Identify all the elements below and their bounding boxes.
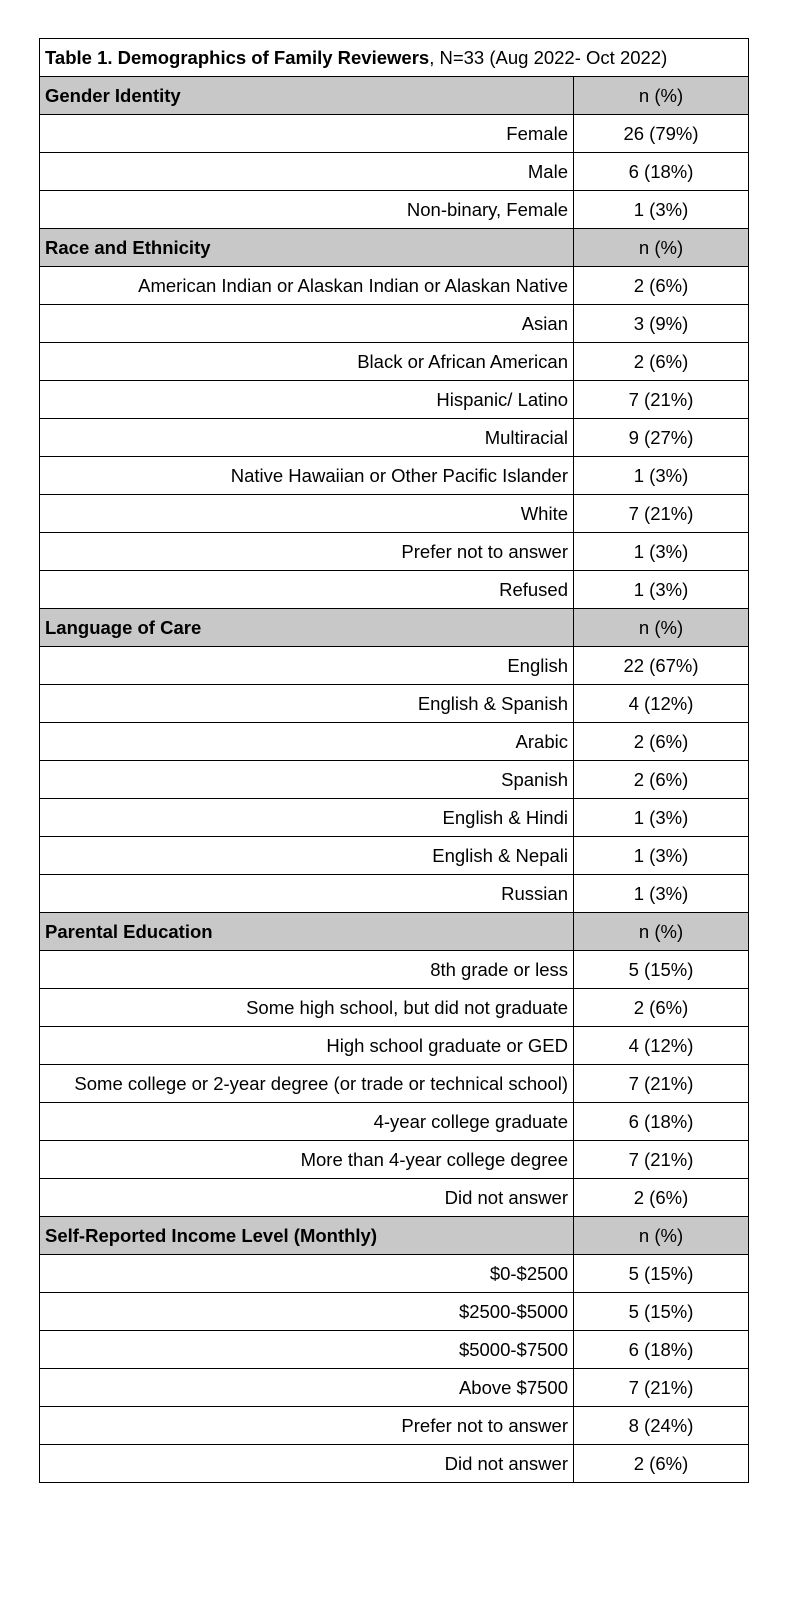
- table-row: [40, 267, 749, 305]
- row-value: 2 (6%): [574, 267, 749, 305]
- row-label: Did not answer: [40, 1445, 574, 1483]
- section-label: Parental Education: [40, 913, 574, 951]
- row-value: 6 (18%): [574, 1331, 749, 1369]
- row-value: 3 (9%): [574, 305, 749, 343]
- row-label: English & Hindi: [40, 799, 574, 837]
- row-value: 7 (21%): [574, 495, 749, 533]
- row-label: Arabic: [40, 723, 574, 761]
- table-row: [40, 1141, 749, 1179]
- row-label: $5000-$7500: [40, 1331, 574, 1369]
- table-row: [40, 457, 749, 495]
- row-label: English: [40, 647, 574, 685]
- section-column-header: n (%): [574, 609, 749, 647]
- row-value: 2 (6%): [574, 989, 749, 1027]
- table-row: [40, 647, 749, 685]
- row-label: $2500-$5000: [40, 1293, 574, 1331]
- demographics-table: [39, 38, 749, 1483]
- row-label: American Indian or Alaskan Indian or Alaskan Native: [40, 267, 574, 305]
- row-value: 2 (6%): [574, 1445, 749, 1483]
- row-label: 4-year college graduate: [40, 1103, 574, 1141]
- row-label: Native Hawaiian or Other Pacific Islander: [40, 457, 574, 495]
- section-header-language-of-care: [40, 609, 749, 647]
- table-row: [40, 419, 749, 457]
- section-label: Gender Identity: [40, 77, 574, 115]
- section-column-header: n (%): [574, 229, 749, 267]
- table-row: [40, 1103, 749, 1141]
- table-row: [40, 115, 749, 153]
- row-value: 5 (15%): [574, 1293, 749, 1331]
- table-row: [40, 571, 749, 609]
- row-value: 2 (6%): [574, 1179, 749, 1217]
- table-row: [40, 1027, 749, 1065]
- table-row: [40, 799, 749, 837]
- row-label: Refused: [40, 571, 574, 609]
- table-row: [40, 1179, 749, 1217]
- row-label: Above $7500: [40, 1369, 574, 1407]
- table-row: [40, 1445, 749, 1483]
- row-label: Prefer not to answer: [40, 533, 574, 571]
- row-value: 5 (15%): [574, 1255, 749, 1293]
- section-label: Self-Reported Income Level (Monthly): [40, 1217, 574, 1255]
- row-value: 7 (21%): [574, 1065, 749, 1103]
- row-value: 1 (3%): [574, 799, 749, 837]
- row-value: 6 (18%): [574, 1103, 749, 1141]
- table-row: [40, 1331, 749, 1369]
- table-row: [40, 305, 749, 343]
- row-value: 2 (6%): [574, 723, 749, 761]
- row-label: English & Nepali: [40, 837, 574, 875]
- row-label: Russian: [40, 875, 574, 913]
- section-column-header: n (%): [574, 913, 749, 951]
- row-value: 1 (3%): [574, 191, 749, 229]
- row-label: More than 4-year college degree: [40, 1141, 574, 1179]
- table-row: [40, 191, 749, 229]
- row-label: Some college or 2-year degree (or trade or technical school): [40, 1065, 574, 1103]
- table-title-row: [40, 39, 749, 77]
- row-label: Some high school, but did not graduate: [40, 989, 574, 1027]
- row-label: Black or African American: [40, 343, 574, 381]
- section-label: Language of Care: [40, 609, 574, 647]
- table-row: [40, 153, 749, 191]
- row-label: Prefer not to answer: [40, 1407, 574, 1445]
- row-value: 1 (3%): [574, 875, 749, 913]
- table-row: [40, 1293, 749, 1331]
- table-body: [40, 39, 749, 1483]
- row-value: 1 (3%): [574, 533, 749, 571]
- row-value: 1 (3%): [574, 457, 749, 495]
- row-label: Asian: [40, 305, 574, 343]
- table-row: [40, 875, 749, 913]
- row-value: 6 (18%): [574, 153, 749, 191]
- row-label: Spanish: [40, 761, 574, 799]
- row-label: Female: [40, 115, 574, 153]
- row-label: High school graduate or GED: [40, 1027, 574, 1065]
- row-value: 26 (79%): [574, 115, 749, 153]
- row-label: Male: [40, 153, 574, 191]
- row-label: Non-binary, Female: [40, 191, 574, 229]
- table-row: [40, 1065, 749, 1103]
- row-value: 7 (21%): [574, 381, 749, 419]
- row-value: 5 (15%): [574, 951, 749, 989]
- section-header-gender-identity: [40, 77, 749, 115]
- section-label: Race and Ethnicity: [40, 229, 574, 267]
- row-value: 22 (67%): [574, 647, 749, 685]
- row-value: 4 (12%): [574, 1027, 749, 1065]
- table-row: [40, 837, 749, 875]
- row-value: 7 (21%): [574, 1141, 749, 1179]
- table-row: [40, 989, 749, 1027]
- table-row: [40, 1369, 749, 1407]
- row-value: 9 (27%): [574, 419, 749, 457]
- table-row: [40, 723, 749, 761]
- table-row: [40, 1255, 749, 1293]
- table-row: [40, 533, 749, 571]
- section-column-header: n (%): [574, 1217, 749, 1255]
- section-header-race-and-ethnicity: [40, 229, 749, 267]
- row-value: 1 (3%): [574, 571, 749, 609]
- row-label: Did not answer: [40, 1179, 574, 1217]
- table-title-rest: , N=33 (Aug 2022- Oct 2022): [429, 46, 668, 68]
- row-value: 2 (6%): [574, 343, 749, 381]
- row-label: White: [40, 495, 574, 533]
- row-value: 8 (24%): [574, 1407, 749, 1445]
- table-title-bold: Table 1. Demographics of Family Reviewers: [45, 46, 430, 68]
- row-value: 7 (21%): [574, 1369, 749, 1407]
- row-value: 4 (12%): [574, 685, 749, 723]
- section-column-header: n (%): [574, 77, 749, 115]
- table-row: [40, 343, 749, 381]
- section-header-self-reported-income-level-monthly: [40, 1217, 749, 1255]
- row-label: English & Spanish: [40, 685, 574, 723]
- table-row: [40, 761, 749, 799]
- table-row: [40, 951, 749, 989]
- section-header-parental-education: [40, 913, 749, 951]
- table-row: [40, 685, 749, 723]
- row-value: 1 (3%): [574, 837, 749, 875]
- row-label: $0-$2500: [40, 1255, 574, 1293]
- row-label: 8th grade or less: [40, 951, 574, 989]
- table-row: [40, 1407, 749, 1445]
- row-label: Multiracial: [40, 419, 574, 457]
- table-row: [40, 495, 749, 533]
- table-title: [40, 39, 749, 77]
- row-label: Hispanic/ Latino: [40, 381, 574, 419]
- row-value: 2 (6%): [574, 761, 749, 799]
- table-row: [40, 381, 749, 419]
